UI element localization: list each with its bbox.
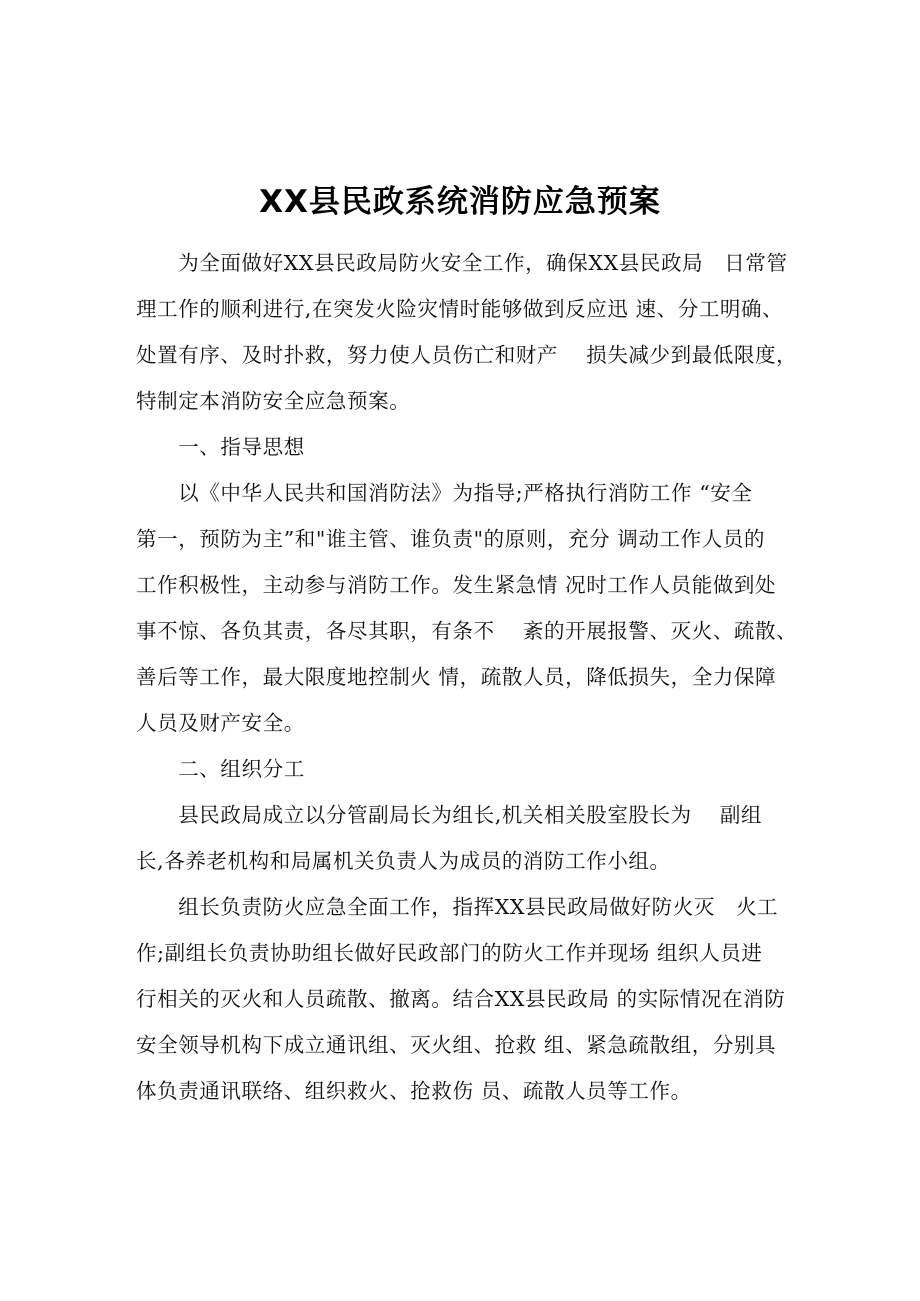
paragraph-4-line-2: 作;副组长负责协助组长做好民政部门的防火工作并现场 组织人员进 <box>136 941 763 965</box>
paragraph-4-line-1: 组长负责防火应急全面工作，指挥XX县民政局做好防火灭 火工 <box>136 895 779 919</box>
paragraph-3-line-1: 县民政局成立以分管副局长为组长,机关相关股室股长为 副组 <box>136 803 763 827</box>
paragraph-4-line-5: 体负责通讯联络、组织救火、抢救伤 员、疏散人员等工作。 <box>136 1079 692 1103</box>
paragraph-1-line-4: 特制定本消防安全应急预案。 <box>136 389 411 413</box>
section-heading-organization: 二、组织分工 <box>136 757 305 781</box>
paragraph-1-line-2: 理工作的顺利进行,在突发火险灾情时能够做到反应迅 速、分工明确、 <box>136 297 784 321</box>
paragraph-2-line-2: 第一，预防为主”和"谁主管、谁负责"的原则，充分 调动工作人员的 <box>136 527 766 551</box>
paragraph-1-line-1: 为全面做好XX县民政局防火安全工作，确保XX县民政局 日常管 <box>136 251 788 275</box>
document-body <box>136 240 798 1114</box>
paragraph-4-line-4: 安全领导机构下成立通讯组、灭火组、抢救 组、紧急疏散组，分别具 <box>136 1033 777 1057</box>
paragraph-2-line-3: 工作积极性，主动参与消防工作。发生紧急情 况时工作人员能做到处 <box>136 573 777 597</box>
paragraph-2-line-1: 以《中华人民共和国消防法》为指导;严格执行消防工作 “安全 <box>136 481 753 505</box>
paragraph-2-line-6: 人员及财产安全。 <box>136 711 305 735</box>
section-heading-guiding-ideology: 一、指导思想 <box>136 435 305 459</box>
paragraph-1-line-3: 处置有序、及时扑救，努力使人员伤亡和财产 损失减少到最低限度， <box>136 343 798 367</box>
paragraph-4-line-3: 行相关的灭火和人员疏散、撤离。结合XX县民政局 的实际情况在消防 <box>136 987 786 1011</box>
paragraph-3-line-2: 长,各养老机构和局属机关负责人为成员的消防工作小组。 <box>136 849 671 873</box>
paragraph-2-line-4: 事不惊、各负其责，各尽其职，有条不 紊的开展报警、灭火、疏散、 <box>136 619 798 643</box>
document-title: XX县民政系统消防应急预案 <box>259 184 661 220</box>
paragraph-2-line-5: 善后等工作，最大限度地控制火 情，疏散人员，降低损失，全力保障 <box>136 665 777 689</box>
